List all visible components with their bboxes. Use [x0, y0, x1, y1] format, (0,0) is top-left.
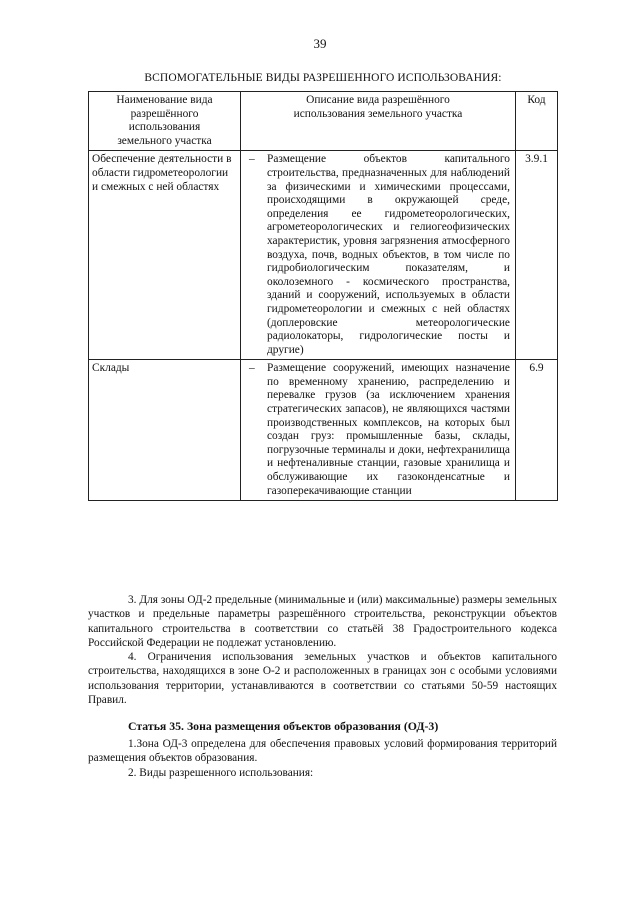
row-code: 6.9 [516, 360, 558, 501]
section-title: ВСПОМОГАТЕЛЬНЫЕ ВИДЫ РАЗРЕШЕННОГО ИСПОЛЬЗОВАНИЯ: [144, 72, 502, 84]
row-description-cell [241, 360, 516, 501]
table-row [89, 360, 558, 501]
page-number: 39 [313, 36, 327, 51]
article-paragraph-1: 1.Зона ОД-3 определена для обеспечения правовых условий формирования территорий размещения объектов образования. [88, 738, 557, 765]
article-heading: Статья 35. Зона размещения объектов образования (ОД-3) [128, 719, 439, 733]
row-description: Размещение объектов капитального строительства, предназначенных для наблюдений за физическими и химическими процессами, происходящими в окружающей среде, определения ее гидрометеорологических, агрометеорологических и гелиогеофизических характеристик, уровня загрязнения атмосферного воздуха, почв, водных объектов, в том числе по гидробиологическим показателям, и околоземного - космического пространства, зданий и сооружений, используемых в области гидрометеорологии и смежных с ней областях (доплеровские метеорологические радиолокаторы, гидрологические посты и другие) [267, 153, 510, 356]
row-description: Размещение сооружений, имеющих назначение по временному хранению, распределению и перевалке грузов (за исключением хранения стратегических запасов), не являющихся частями производственных комплексов, на которых был создан груз: промышленные базы, склады, погрузочные терминалы и доки, нефтехранилища и нефтеналивные станции, газовые хранилища и обслуживающие их газоконденсатные и газоперекачивающие станции [267, 362, 510, 497]
article-paragraph-2: 2. Виды разрешенного использования: [128, 766, 314, 779]
header-name: Наименование вида разрешённого использования земельного участка [89, 92, 241, 151]
table-row [89, 151, 558, 360]
row-description-cell [241, 151, 516, 360]
row-name: Склады [89, 360, 241, 501]
row-name: Обеспечение деятельности в области гидрометеорологии и смежных с ней областях [89, 151, 241, 360]
header-description: Описание вида разрешённого использования земельного участка [241, 92, 516, 151]
paragraph-4: 4. Ограничения использования земельных участков и объектов капитального строительства, находящихся в зоне О-2 и расположенных в границах зон с особыми условиями использования территории, устанавливаются в соответствии со статьями 50-59 настоящих Правил. [88, 651, 557, 707]
article-text [88, 737, 557, 780]
list-dash: – [249, 362, 255, 375]
paragraph-3: 3. Для зоны ОД-2 предельные (минимальные и (или) максимальные) размеры земельных участков и предельные параметры разрешённого строительства, реконструкции объектов капитального строительства в соответствии со статьёй 38 Градостроительного кодекса Российской Федерации не подлежат установлению. [88, 594, 557, 649]
post-table-text [88, 593, 557, 707]
row-code: 3.9.1 [516, 151, 558, 360]
list-dash: – [249, 153, 255, 166]
header-code: Код [516, 92, 558, 151]
permitted-use-table [88, 91, 558, 501]
table-header-row [89, 92, 558, 151]
